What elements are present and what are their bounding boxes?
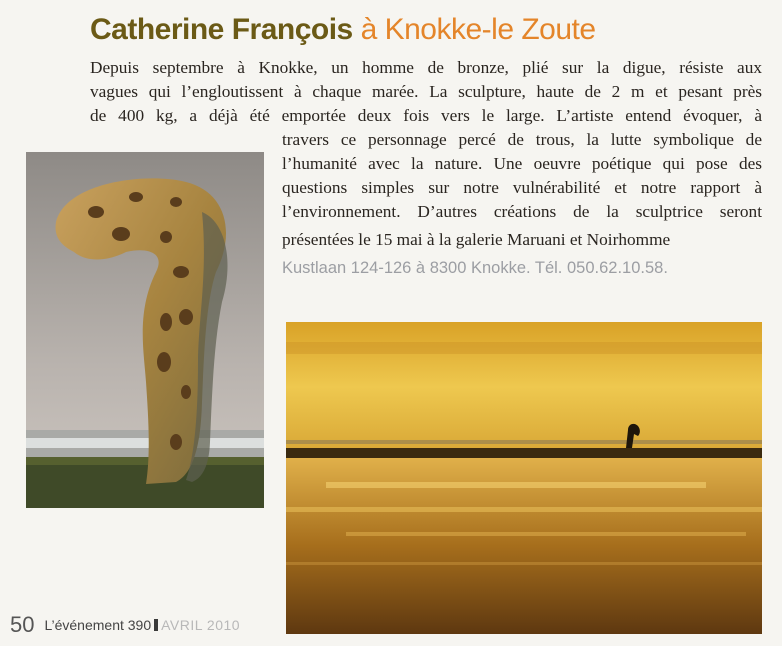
page-number: 50 bbox=[10, 612, 35, 637]
body-line: l’humanité avec la nature. Une oeuvre poétique qui pose des bbox=[282, 154, 762, 173]
footer-divider bbox=[154, 619, 158, 631]
body-line: l’environnement. D’autres créations de la sculptrice seront bbox=[282, 202, 762, 221]
headline-place: à Knokke-le Zoute bbox=[360, 13, 596, 46]
body-line: questions simples sur notre vulnérabilité et notre rapport à bbox=[282, 178, 762, 197]
sculpture-photo bbox=[26, 152, 264, 508]
article-headline bbox=[90, 10, 596, 50]
body-line: de 400 kg, a déjà été emportée deux fois vers le large. L’artiste entend évoquer, à bbox=[90, 106, 762, 125]
body-line: vagues qui l’engloutissent à chaque marée. La sculpture, haute de 2 m et pesant près bbox=[90, 82, 762, 101]
gallery-address: Kustlaan 124-126 à 8300 Knokke. Tél. 050.62.10.58. bbox=[282, 259, 668, 277]
body-line: Depuis septembre à Knokke, un homme de bronze, plié sur la digue, résiste aux bbox=[90, 58, 762, 77]
issue-date: AVRIL 2010 bbox=[161, 617, 241, 633]
body-line: travers ce personnage percé de trous, la lutte symbolique de bbox=[282, 130, 762, 149]
magazine-issue: L’événement 390 bbox=[44, 617, 152, 633]
page-footer bbox=[10, 612, 240, 638]
headline-artist-name: Catherine François bbox=[90, 13, 353, 46]
body-line: présentées le 15 mai à la galerie Maruani et Noirhomme bbox=[282, 230, 671, 249]
beach-sunset-photo bbox=[286, 322, 762, 634]
